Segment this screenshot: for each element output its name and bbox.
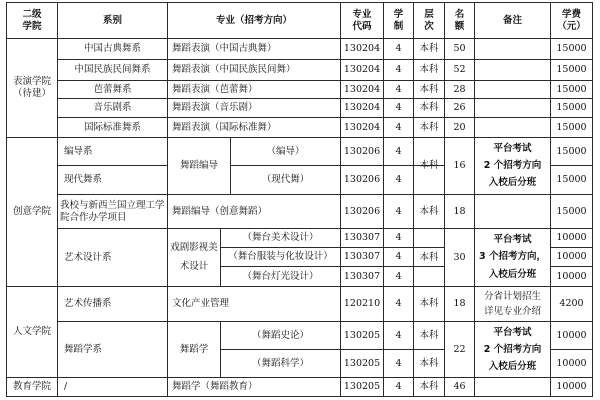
table-row-major: 舞蹈表演（音乐剧） [172, 102, 258, 114]
table-row-dept: 芭蕾舞系 [93, 83, 132, 95]
table-row-major: 舞蹈学（舞蹈教育） [172, 381, 258, 393]
table-row-level: 本科 [419, 298, 439, 310]
table-row-direction: （舞台灯光设计） [242, 270, 319, 282]
table-row-dept: / [64, 381, 68, 393]
table-row-years: 4 [395, 357, 402, 369]
table-row-major: 舞蹈编导 [179, 160, 218, 172]
table-row-fee: 10000 [556, 251, 587, 263]
table-row-code: 130206 [343, 174, 381, 186]
table-row-code: 130205 [343, 329, 381, 341]
table-row-quota: 26 [453, 102, 466, 114]
header-code: 专业 代码 [352, 8, 372, 32]
table-row-dept: 艺术设计系 [64, 251, 112, 263]
table-row-years: 4 [395, 64, 402, 76]
table-row-years: 4 [395, 83, 402, 95]
table-row-fee: 10000 [556, 381, 587, 393]
table-row-fee: 15000 [556, 121, 587, 133]
table-row-quota: 46 [453, 381, 466, 393]
table-row-quota: 28 [453, 83, 466, 95]
table-row-quota: 18 [453, 205, 466, 217]
remark-line: 详见专业介绍 [483, 305, 541, 317]
table-row-fee: 10000 [556, 357, 587, 369]
table-row-code: 130204 [343, 102, 381, 114]
table-row-major: 舞蹈学 [179, 343, 209, 355]
table-row-years: 4 [395, 381, 402, 393]
table-row-code: 130204 [343, 64, 381, 76]
table-row-direction: （舞台美术设计） [242, 232, 319, 244]
table-row-major: 舞蹈编导（创意舞蹈） [172, 205, 268, 217]
table-row-code: 120210 [343, 298, 381, 310]
college-chuangyi: 创意学院 [12, 206, 51, 218]
table-row-quota: 22 [453, 343, 466, 355]
remark-line: 2 个招考方向 [483, 343, 542, 355]
table-row-dept: 中国古典舞系 [83, 43, 141, 55]
table-row-years: 4 [395, 43, 402, 55]
table-row-level: 本科 [419, 64, 439, 76]
college-jiaoyu: 教育学院 [12, 381, 51, 393]
table-row-major: 舞蹈表演（国际标准舞） [172, 121, 277, 133]
table-row-code: 130205 [343, 381, 381, 393]
table-row-code: 130206 [343, 145, 381, 157]
college-renwen: 人文学院 [12, 326, 51, 338]
table-row-code: 130204 [343, 43, 381, 55]
table-row-fee: 15000 [556, 64, 587, 76]
header-remark: 备注 [502, 14, 522, 26]
rule [6, 396, 592, 397]
table-row-fee: 15000 [556, 205, 587, 217]
remark-line: 分省计划招生 [483, 290, 541, 302]
table-row-direction: （舞蹈史论） [251, 329, 309, 341]
table-row-code: 130307 [343, 270, 381, 282]
table-row-dept: 中国民族民间舞系 [74, 64, 151, 76]
table-row-major: 舞蹈表演（中国古典舞） [172, 43, 277, 55]
table-row-code: 130204 [343, 83, 381, 95]
table-row-level: 本科 [419, 205, 439, 217]
table-row-years: 4 [395, 329, 402, 341]
remark-line: 入校后分班 [488, 176, 537, 188]
table-row-dept: 艺术传播系 [64, 298, 112, 310]
table-row-level: 本科 [419, 357, 439, 369]
table-row-fee: 10000 [556, 270, 587, 282]
table-row-code: 130205 [343, 357, 381, 369]
table-row-fee: 15000 [556, 145, 587, 157]
header-college: 二级 学院 [22, 8, 42, 32]
table-row-years: 4 [395, 205, 402, 217]
header-fee: 学费 （元） [557, 8, 586, 32]
remark-line: 平台考试 [493, 233, 532, 245]
table-row-quota: 16 [453, 160, 466, 172]
table-row-fee: 4200 [559, 298, 584, 310]
table-row-level: 本科 [419, 102, 439, 114]
table-row-dept: 国际标准舞系 [83, 121, 141, 133]
table-row-fee: 10000 [556, 232, 587, 244]
table-row-dept: 编导系 [64, 145, 93, 157]
table-row-dept: 音乐剧系 [93, 102, 132, 114]
table-row-fee: 15000 [556, 102, 587, 114]
header-major: 专业（招考方向） [215, 14, 292, 26]
remark-line: 2 个招考方向 [483, 159, 542, 171]
table-row-quota: 50 [453, 43, 466, 55]
table-row-quota: 18 [453, 298, 466, 310]
table-row-major: 戏剧影视美术设计 [170, 242, 218, 272]
table-row-years: 4 [395, 251, 402, 263]
remark-line: 平台考试 [493, 142, 532, 154]
table-row-direction: （现代舞） [261, 174, 310, 186]
table-row-years: 4 [395, 145, 402, 157]
table-row-years: 4 [395, 121, 402, 133]
remark-line: 平台考试 [493, 326, 532, 338]
table-row-direction: （舞台服装与化妆设计） [228, 251, 333, 263]
remark-line: 入校后分班 [488, 269, 537, 281]
table-row-direction: （舞蹈科学） [251, 357, 309, 369]
rule [592, 2, 593, 397]
table-row-years: 4 [395, 270, 402, 282]
table-row-fee: 10000 [556, 329, 587, 341]
table-row-code: 130307 [343, 251, 381, 263]
header-department: 系别 [102, 14, 122, 26]
table-row-fee: 15000 [556, 83, 587, 95]
table-row-level: 本科 [419, 329, 439, 341]
table-row-fee: 15000 [556, 43, 587, 55]
table-row-level: 本科 [419, 160, 439, 172]
table-row-code: 130206 [343, 205, 381, 217]
table-row-direction: （编导） [266, 145, 305, 157]
table-row-dept: 我校与新西兰国立理工学院合作办学项目 [60, 199, 165, 223]
remark-line: 入校后分班 [488, 361, 537, 373]
table-row-level: 本科 [419, 251, 439, 263]
table-row-fee: 15000 [556, 174, 587, 186]
table-row-years: 4 [395, 232, 402, 244]
table-row-quota: 30 [453, 251, 466, 263]
table-row-code: 130204 [343, 121, 381, 133]
table-row-level: 本科 [419, 83, 439, 95]
table-row-major: 舞蹈表演（芭蕾舞） [172, 83, 258, 95]
table-row-years: 4 [395, 102, 402, 114]
table-row-dept: 舞蹈学系 [64, 343, 103, 355]
table-row-code: 130307 [343, 232, 381, 244]
table-row-years: 4 [395, 298, 402, 310]
table-row-quota: 20 [453, 121, 466, 133]
header-level: 层 次 [424, 8, 434, 32]
header-quota: 名 额 [454, 8, 465, 32]
table-row-quota: 52 [453, 64, 466, 76]
table-row-major: 舞蹈表演（中国民族民间舞） [172, 64, 296, 76]
college-biaoyan: 表演学院 （待建） [12, 76, 51, 99]
header-years: 学 制 [393, 8, 404, 32]
table-row-years: 4 [395, 174, 402, 186]
remark-line: 3 个招考方向， [479, 250, 546, 262]
table-row-level: 本科 [419, 43, 439, 55]
table-row-dept: 现代舞系 [64, 174, 103, 186]
table-row-level: 本科 [419, 381, 439, 393]
table-row-major: 文化产业管理 [172, 298, 230, 310]
table-row-level: 本科 [419, 121, 439, 133]
